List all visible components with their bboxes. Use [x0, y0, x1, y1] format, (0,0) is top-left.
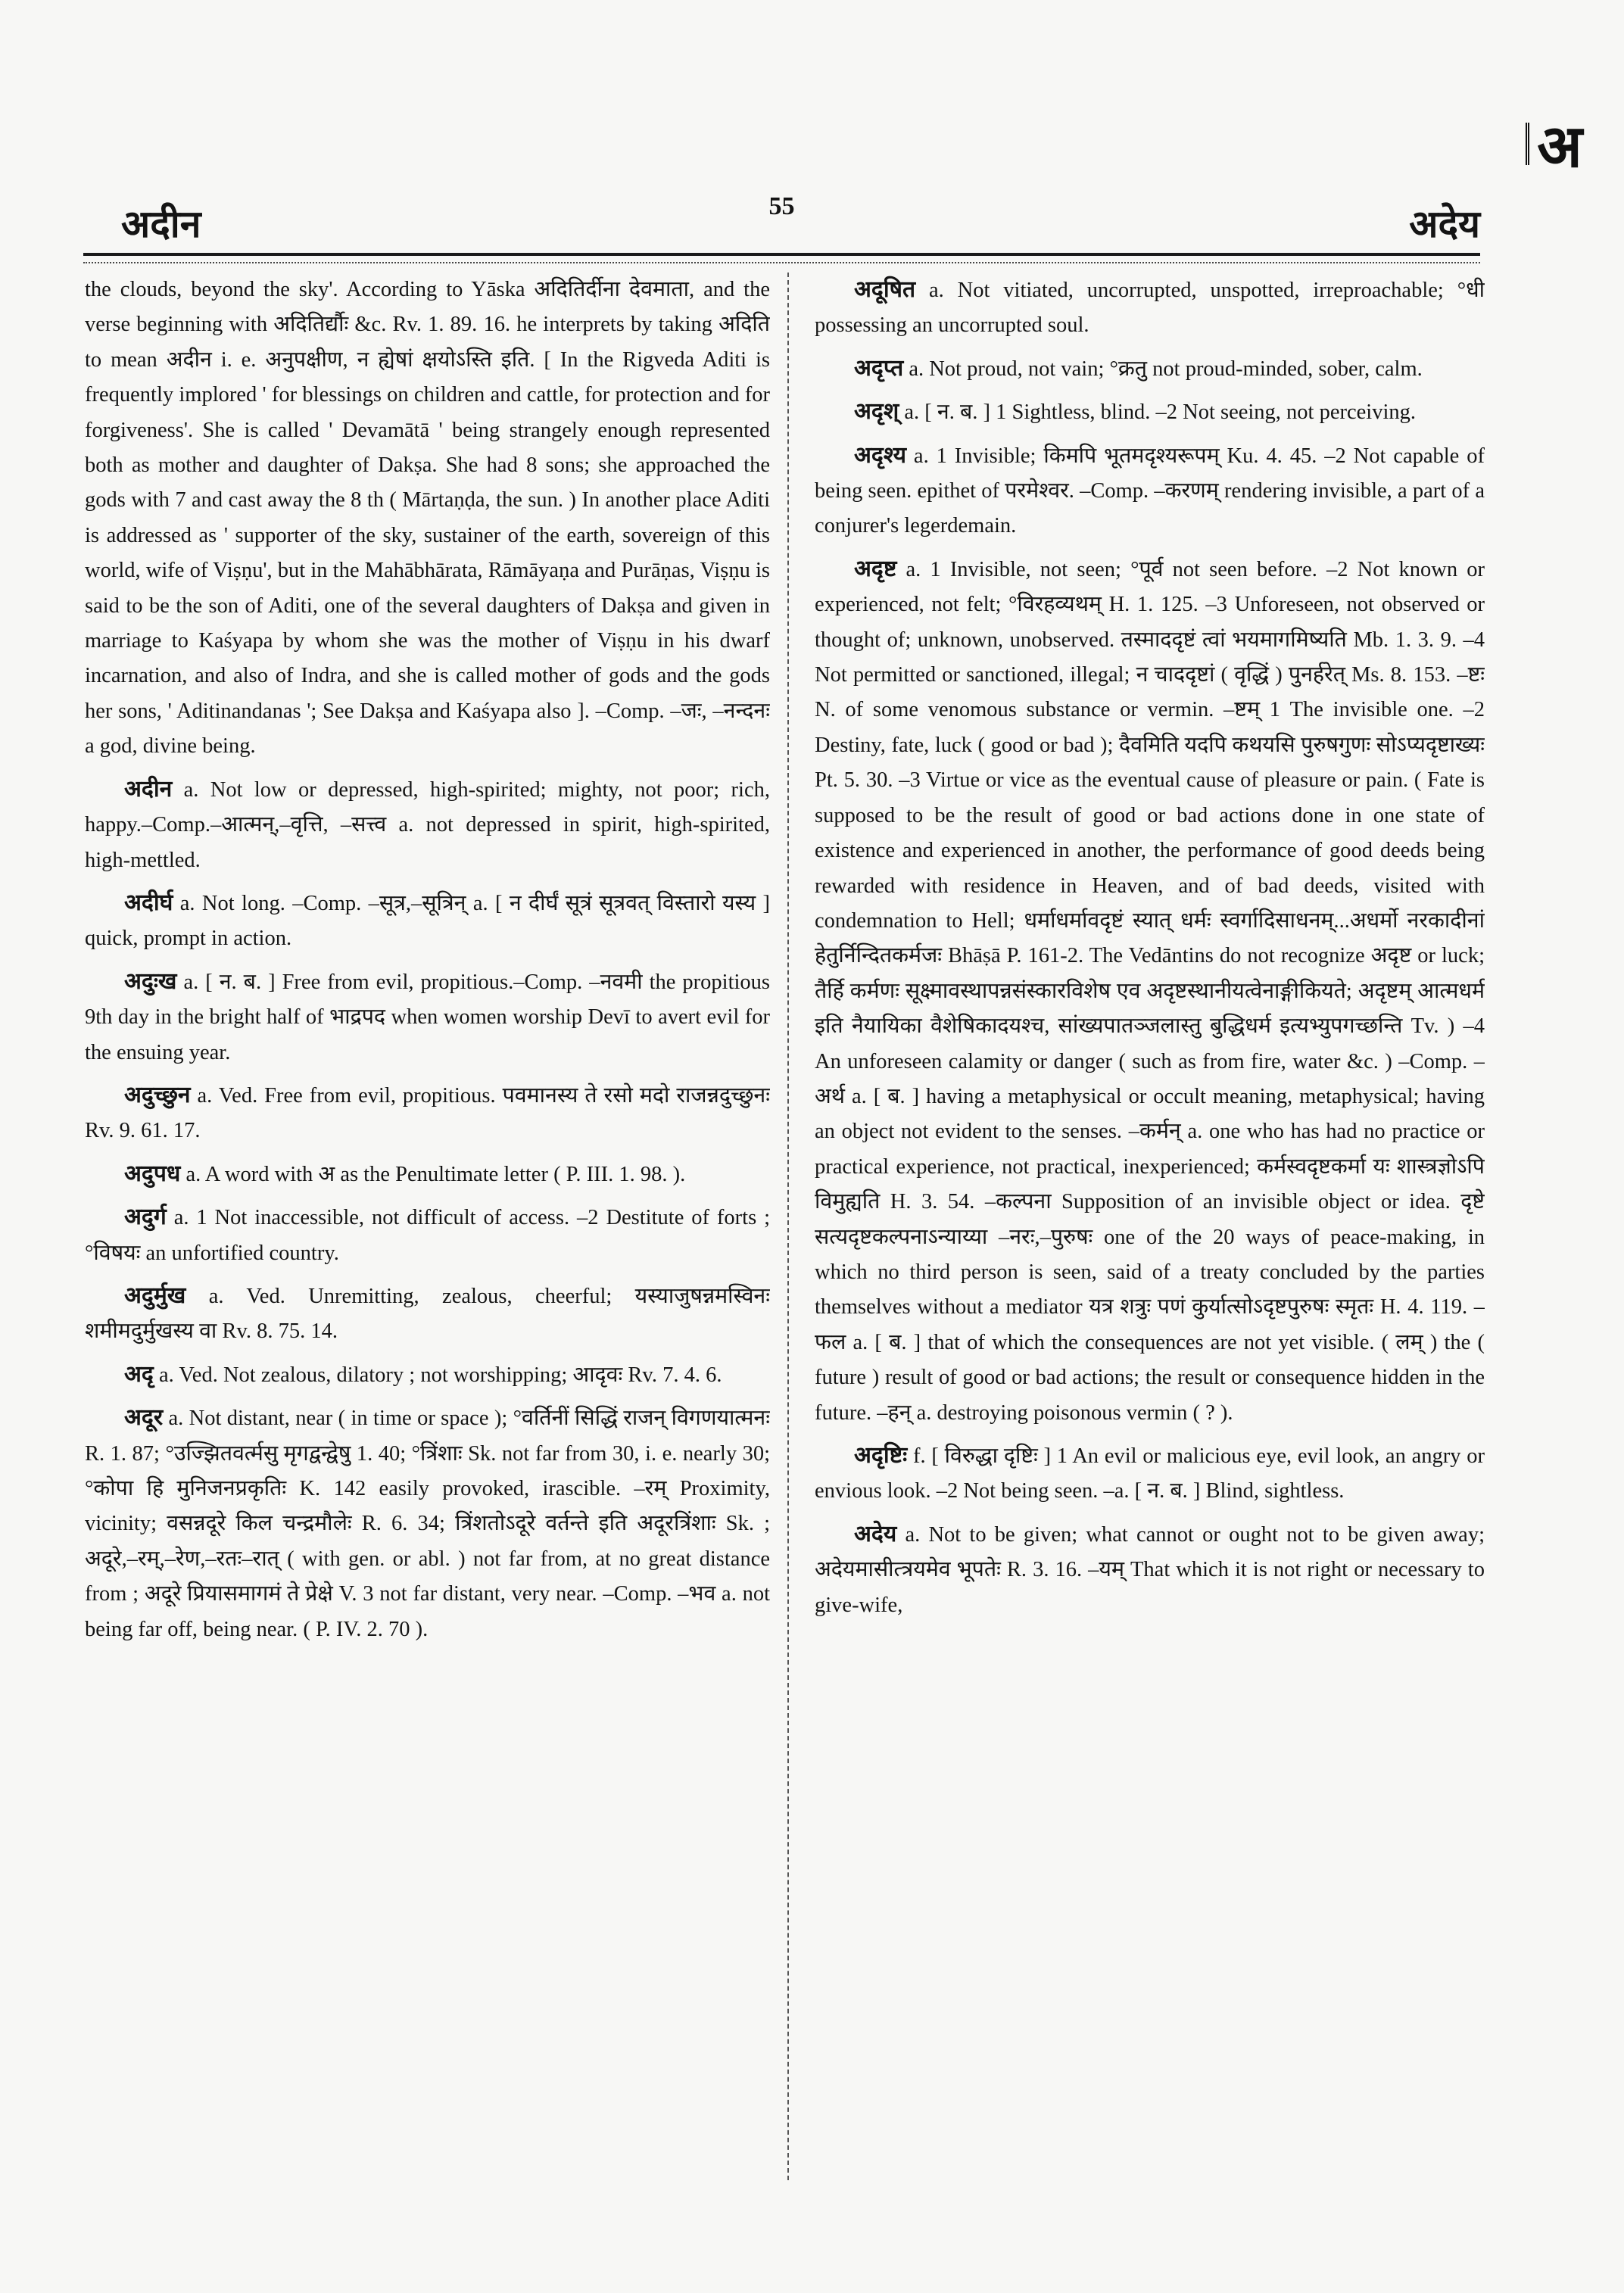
right-column — [815, 273, 1485, 2210]
entry-definition: a. Not to be given; what cannot or ought not to be given away; अदेयमासीत्त्रयमेव भूपतेः R. 3. 16. –यम् That which it is not right or necessary to give-wife, — [815, 1522, 1485, 1617]
entry-definition: a. [ न. ब. ] 1 Sightless, blind. –2 Not seeing, not perceiving. — [904, 400, 1416, 425]
left-column — [85, 273, 770, 2210]
page-number: 55 — [768, 192, 795, 220]
entry-headword: अदेय — [854, 1520, 897, 1547]
entry-headword: अदृप्त — [854, 354, 904, 382]
entry-definition: a. 1 Invisible; किमपि भूतमदृश्यरूपम् Ku. 4. 45. –2 Not capable of being seen. epithet of परमेश्वर. –Comp. –करणम् rendering invisible, a part of a conjurer's legerdemain. — [815, 444, 1485, 538]
header-dotted-rule — [83, 262, 1480, 263]
dictionary-entry — [85, 1078, 770, 1149]
entry-definition: a. Not proud, not vain; °क्रतु not proud-minded, sober, calm. — [909, 357, 1423, 381]
entry-headword: अदृश्य — [854, 441, 906, 469]
dictionary-entry — [815, 1517, 1485, 1623]
entry-definition: a. Ved. Unremitting, zealous, cheerful; यस्याजुषन्नमस्विनः शमीमदुर्मुखस्य वा Rv. 8. 75. 14. — [85, 1284, 770, 1344]
entry-headword: अदृष्ट — [854, 555, 897, 582]
entry-definition: a. 1 Invisible, not seen; °पूर्व not seen before. –2 Not known or experienced, not felt; °विरहव्यथम् H. 1. 125. –3 Unforeseen, not observed or thought of; unknown, unobserved. तस्माददृष्टं त्वां भयमागमिष्यति Mb. 1. 3. 9. –4 Not permitted or sanctioned, illegal; न चाददृष्टां ( वृद्धिं ) पुनर्हरेत् Ms. 8. 153. –ष्टः N. of some venomous substance or vermin. –ष्टम् 1 The invisible one. –2 Destiny, fate, luck ( good or bad ); दैवमिति यदपि कथयसि पुरुषगुणः सोऽप्यदृष्टाख्यः Pt. 5. 30. –3 Virtue or vice as the eventual cause of pleasure or pain. ( Fate is supposed to be the result of good or bad actions done in one state of existence and experienced in another, the performance of good deeds being rewarded with residence in Heaven, and of bad deeds, visited with condemnation to Hell; धर्माधर्मावदृष्टं स्यात् धर्मः स्वर्गादिसाधनम्...अधर्मो नरकादीनां हेतुर्निन्दितकर्मजः Bhāṣā P. 161-2. The Vedāntins do not recognize अदृष्ट or luck; तैर्हि कर्मणः सूक्ष्मावस्थापन्नसंस्कारविशेष एव अदृष्टस्थानीयत्वेनाङ्गीकियते; अदृष्टम् आत्मधर्म इति नैयायिका वैशेषिकादयश्च, सांख्यपातञ्जलास्तु बुद्धिधर्म इत्यभ्युपगच्छन्ति Tv. ) –4 An unforeseen calamity or danger ( such as from fire, water &c. ) –Comp. –अर्थ a. [ ब. ] having a metaphysical or occult meaning, metaphysical; having an object not evident to the senses. –कर्मन् a. one who has had no practice or practical experience, not practical, inexperienced; कर्मस्वदृष्टकर्मा यः शास्त्रज्ञोऽपि विमुह्यति H. 3. 54. –कल्पना Supposition of an invisible object or idea. दृष्टे सत्यदृष्टकल्पनाऽन्याय्या –नरः,–पुरुषः one of the 20 ways of peace-making, in which no third person is seen, said of a treaty concluded by the parties themselves without a mediator यत्र शत्रुः पणं कुर्यात्सोऽदृष्टपुरुषः स्मृतः H. 4. 119. –फल a. [ ब. ] that of which the consequences are not yet visible. ( लम् ) the ( future ) result of good or bad actions; the result or consequence hidden in the future. –हन् a. destroying poisonous vermin ( ? ). — [815, 557, 1485, 1425]
entry-definition: a. Not distant, near ( in time or space ); °वर्तिनीं सिद्धिं राजन् विगणयात्मनः R. 1. 87; °उज्झितवर्त्मसु मृगद्वन्द्वेषु 1. 40; °त्रिंशाः Sk. not far from 30, i. e. nearly 30; °कोपा हि मुनिजनप्रकृतिः K. 142 easily provoked, irascible. –रम् Proximity, vicinity; वसन्नदूरे किल चन्द्रमौलेः R. 6. 34; त्रिंशतोऽदूरे वर्तन्ते इति अदूरत्रिंशाः Sk. ; अदूरे,–रम्,–रेण,–रतः–रात् ( with gen. or abl. ) not far from, at no great distance from ; अदूरे प्रियासमागमं ते प्रेक्षे V. 3 not far distant, very near. –Comp. –भव a. not being far off, being near. ( P. IV. 2. 70 ). — [85, 1407, 770, 1641]
column-divider — [787, 273, 789, 2180]
dictionary-entry — [85, 772, 770, 878]
dictionary-entry — [85, 1357, 770, 1393]
entry-headword: अदुपध — [124, 1160, 181, 1187]
entry-definition: f. [ विरुद्धा दृष्टिः ] 1 An evil or malicious eye, evil look, an angry or envious look. –2 Not being seen. –a. [ न. ब. ] Blind, sightless. — [815, 1444, 1485, 1503]
entry-definition: a. Ved. Not zealous, dilatory ; not worshipping; आदृवः Rv. 7. 4. 6. — [158, 1363, 722, 1387]
entry-headword: अदृश् — [854, 398, 899, 425]
entry-headword: अदुच्छुन — [124, 1081, 191, 1108]
dictionary-entry — [815, 438, 1485, 544]
dictionary-entry — [815, 273, 1485, 344]
entry-definition: a. Ved. Free from evil, propitious. पवमानस्य ते रसो मदो राजन्नदुच्छुनः Rv. 9. 61. 17. — [85, 1083, 770, 1143]
dictionary-entry — [85, 886, 770, 957]
entry-headword: अदुर्ग — [124, 1204, 167, 1231]
guide-word-left: अदीन — [121, 202, 201, 246]
entry-definition: a. Not low or depressed, high-spirited; mighty, not poor; rich, happy.–Comp.–आत्मन्,–वृत्ति, –सत्त्व a. not depressed in spirit, high-spirited, high-mettled. — [85, 777, 770, 872]
entry-headword: अदृष्टिः — [854, 1442, 908, 1469]
dictionary-entry — [85, 964, 770, 1070]
entry-definition: the clouds, beyond the sky'. According to Yāska अदितिर्दीना देवमाता, and the verse beginning with अदितिर्द्यौः &c. Rv. 1. 89. 16. he interprets by taking अदिति to mean अदीन i. e. अनुपक्षीण, न ह्येषां क्षयोऽस्ति इति. [ In the Rigveda Aditi is frequently implored ' for blessings on children and cattle, for protection and for forgiveness'. She is called ' Devamātā ' being strangely enough represented both as mother and daughter of Dakṣa. She had 8 sons; she approached the gods with 7 and cast away the 8 th ( Mārtaṇḍa, the sun. ) In another place Aditi is addressed as ' supporter of the sky, sustainer of the earth, sovereign of this world, wife of Viṣṇu', but in the Mahābhārata, Rāmāyaṇa and Purāṇas, Viṣṇu is said to be the son of Aditi, one of the several daughters of Dakṣa and given in marriage to Kaśyapa by whom she was the mother of Viṣṇu in his dwarf incarnation, and also of Indra, and she is called mother of gods and the gods her sons, ' Aditinandanas '; See Dakṣa and Kaśyapa also ]. –Comp. –जः, –नन्दनः a god, divine being. — [85, 278, 770, 759]
entry-definition: a. Not vitiated, uncorrupted, unspotted, irreproachable; °धी possessing an uncorrupted soul. — [815, 279, 1485, 338]
entry-headword: अदृ — [124, 1360, 154, 1388]
dictionary-entry — [85, 1157, 770, 1192]
entry-definition: a. A word with अ as the Penultimate letter ( P. III. 1. 98. ). — [185, 1162, 686, 1186]
entry-headword: अदूषित — [854, 276, 916, 303]
entry-definition: a. Not long. –Comp. –सूत्र,–सूत्रिन् a. [ न दीर्घं सूत्रं सूत्रवत् विस्तारो यस्य ] quick, prompt in action. — [85, 891, 770, 951]
thumb-index-letter: अ — [1526, 114, 1594, 174]
entry-headword: अदूर — [124, 1404, 164, 1432]
running-header — [83, 180, 1480, 248]
dictionary-entry — [85, 1200, 770, 1271]
dictionary-entry — [85, 1400, 770, 1647]
entry-definition: a. 1 Not inaccessible, not difficult of access. –2 Destitute of forts ; °विषयः an unfortified country. — [85, 1206, 770, 1265]
dictionary-entry — [815, 552, 1485, 1431]
dictionary-entry — [85, 273, 770, 765]
entry-headword: अदीर्घ — [124, 889, 173, 916]
guide-word-right: अदेय — [1409, 202, 1480, 246]
dictionary-entry — [85, 1279, 770, 1350]
entry-headword: अदीन — [124, 775, 173, 802]
dictionary-entry — [815, 351, 1485, 387]
entry-definition: a. [ न. ब. ] Free from evil, propitious.–Comp. –नवमी the propitious 9th day in the bright half of भाद्रपद when women worship Devī to avert evil for the ensuing year. — [85, 970, 770, 1064]
dictionary-entry — [815, 1438, 1485, 1509]
dictionary-entry — [815, 394, 1485, 430]
header-rule — [83, 253, 1480, 256]
entry-headword: अदुर्मुख — [124, 1282, 186, 1309]
entry-headword: अदुःख — [124, 967, 177, 995]
